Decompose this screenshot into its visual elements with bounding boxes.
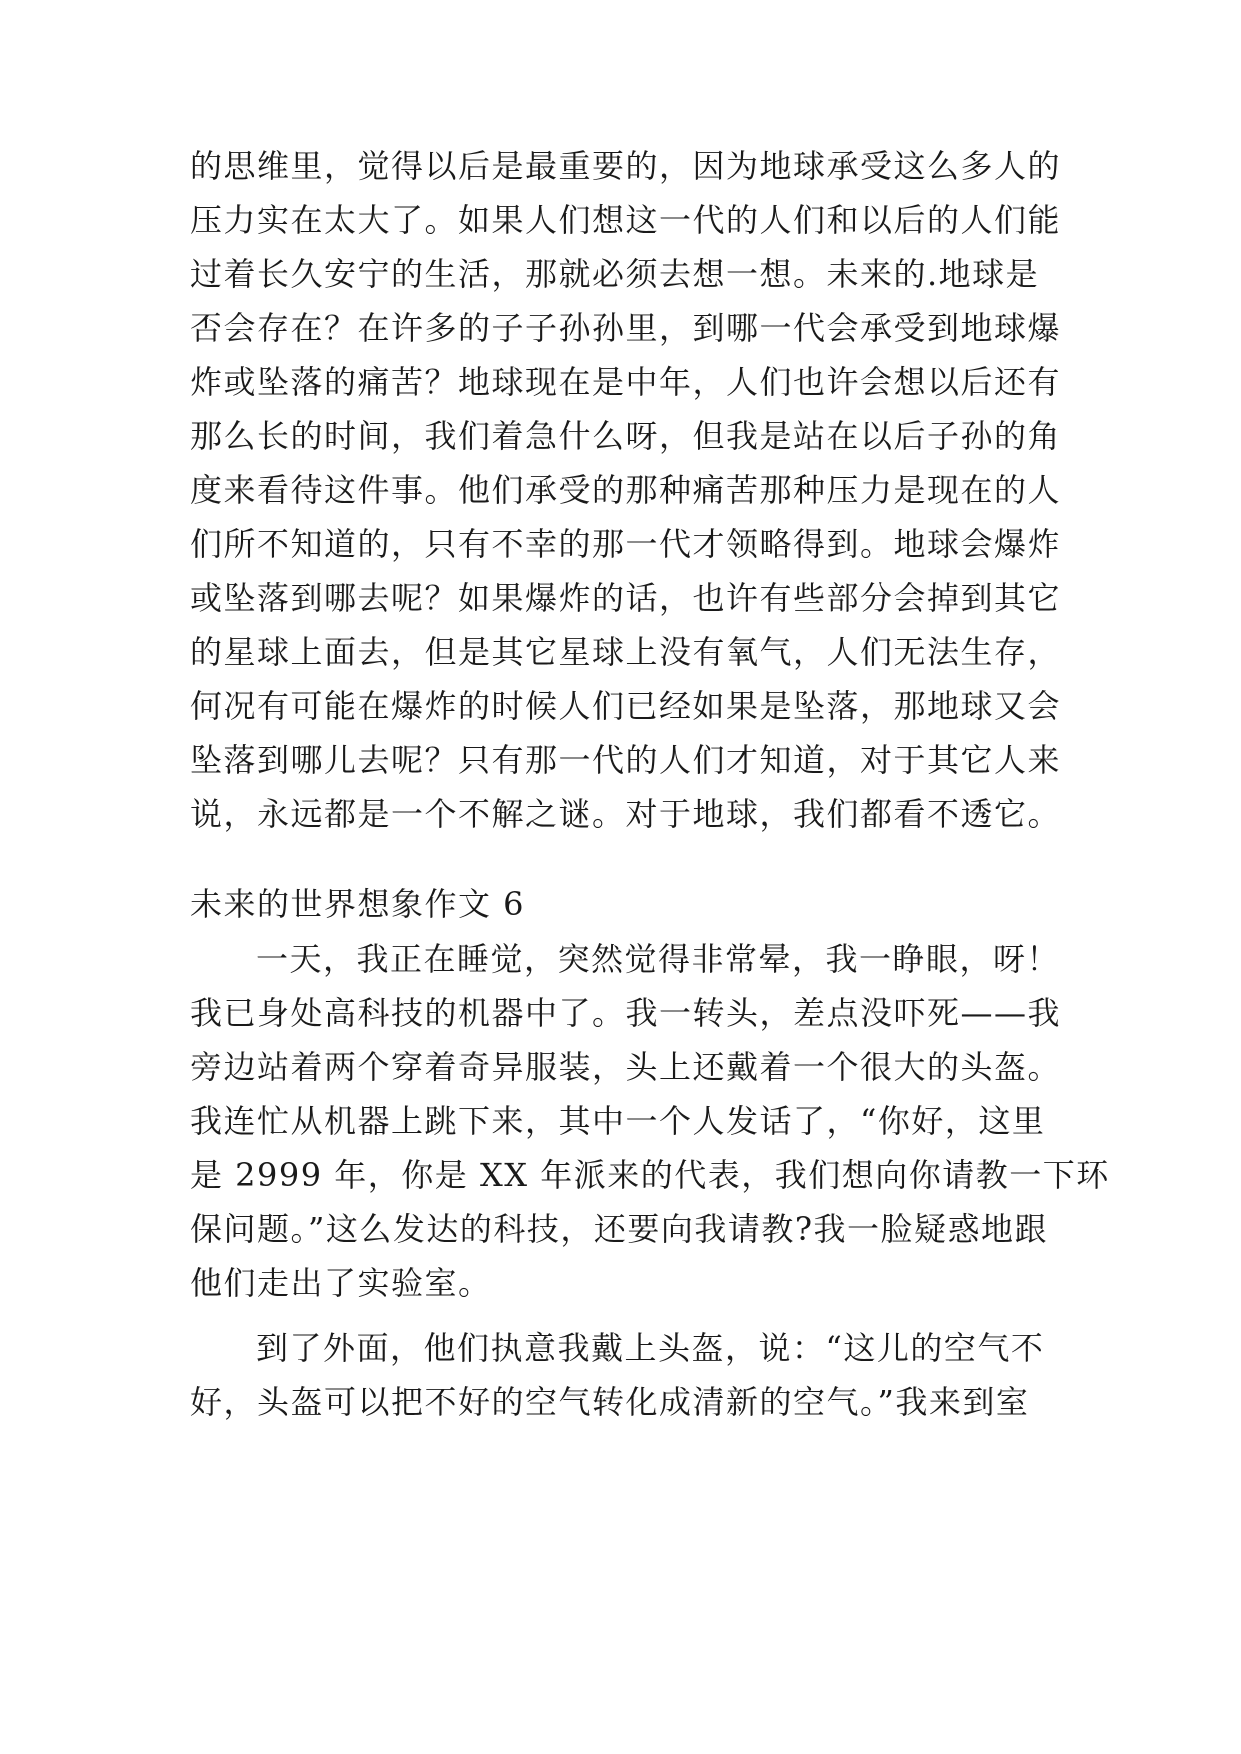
text-line: 过着长久安宁的生活，那就必须去想一想。未来的.地球是 [190, 255, 1040, 293]
text-line: 一天，我正在睡觉，突然觉得非常晕，我一睁眼，呀！ [256, 940, 1061, 978]
text-line: 们所不知道的，只有不幸的那一代才领略得到。地球会爆炸 [190, 525, 1062, 563]
text-line: 旁边站着两个穿着奇异服装，头上还戴着一个很大的头盔。 [190, 1048, 1062, 1086]
text-line: 他们走出了实验室。 [190, 1264, 492, 1302]
section-title: 未来的世界想象作文 6 [190, 885, 526, 923]
text-line: 说，永远都是一个不解之谜。对于地球，我们都看不透它。 [190, 795, 1062, 833]
text-line: 是 2999 年，你是 XX 年派来的代表，我们想向你请教一下环 [190, 1156, 1110, 1194]
text-line: 炸或坠落的痛苦？地球现在是中年，人们也许会想以后还有 [190, 363, 1062, 401]
text-line: 压力实在太大了。如果人们想这一代的人们和以后的人们能 [190, 201, 1062, 239]
text-line: 的思维里，觉得以后是最重要的，因为地球承受这么多人的 [190, 147, 1062, 185]
text-line: 坠落到哪儿去呢？只有那一代的人们才知道，对于其它人来 [190, 741, 1062, 779]
text-line: 或坠落到哪去呢？如果爆炸的话，也许有些部分会掉到其它 [190, 579, 1062, 617]
text-line: 好，头盔可以把不好的空气转化成清新的空气。”我来到室 [190, 1383, 1030, 1421]
text-line: 何况有可能在爆炸的时候人们已经如果是坠落，那地球又会 [190, 687, 1062, 725]
text-line: 的星球上面去，但是其它星球上没有氧气，人们无法生存， [190, 633, 1062, 671]
text-line: 我连忙从机器上跳下来，其中一个人发话了，“你好，这里 [190, 1102, 1046, 1140]
text-line: 度来看待这件事。他们承受的那种痛苦那种压力是现在的人 [190, 471, 1062, 509]
text-line: 否会存在？在许多的子子孙孙里，到哪一代会承受到地球爆 [190, 309, 1062, 347]
text-line: 到了外面，他们执意我戴上头盔，说：“这儿的空气不 [256, 1329, 1045, 1367]
text-line: 那么长的时间，我们着急什么呀，但我是站在以后子孙的角 [190, 417, 1062, 455]
text-line: 保问题。”这么发达的科技，还要向我请教?我一脸疑惑地跟 [190, 1210, 1049, 1248]
text-line: 我已身处高科技的机器中了。我一转头，差点没吓死——我 [190, 994, 1062, 1032]
